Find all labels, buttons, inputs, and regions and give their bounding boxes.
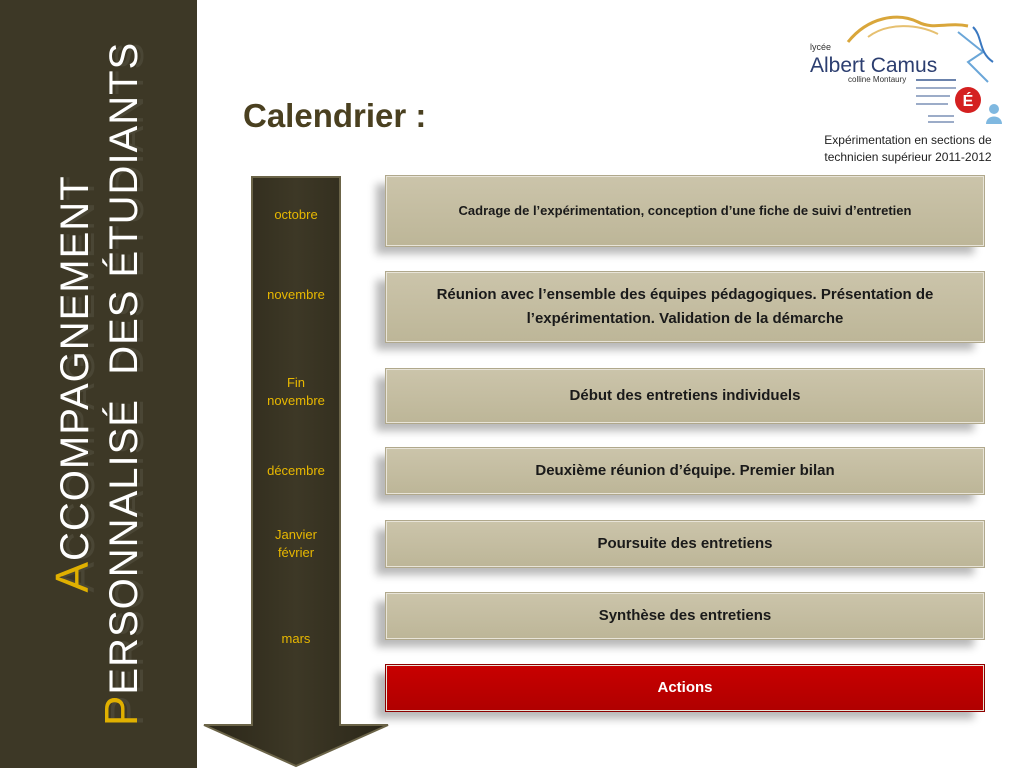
month-label: décembre xyxy=(267,463,325,478)
actions-box: Actions xyxy=(386,665,984,711)
month-label: Janvier février xyxy=(275,527,317,560)
title-rest-2: ERSONNALISÉ DES ÉTUDIANTS xyxy=(102,41,146,695)
vertical-title-line-1 xyxy=(46,34,98,734)
subtitle-line-2: technicien supérieur 2011-2012 xyxy=(824,150,992,164)
month-label: Fin novembre xyxy=(267,375,325,408)
logo-small-text: lycée xyxy=(810,42,832,52)
side-band xyxy=(0,0,197,768)
title-initial-p: P xyxy=(95,694,147,727)
vertical-title-line-2 xyxy=(95,34,147,734)
event-box: Deuxième réunion d’équipe. Premier bilan xyxy=(386,448,984,494)
logo-name-text: Albert Camus xyxy=(810,54,938,77)
month-label: mars xyxy=(281,631,311,646)
vertical-title xyxy=(46,34,147,734)
subtitle-line-1: Expérimentation en sections de xyxy=(824,133,992,147)
title-rest-1: CCOMPAGNEMENT xyxy=(53,175,97,561)
school-logo xyxy=(808,12,1004,130)
month-label: octobre xyxy=(274,207,318,222)
page-title: Calendrier : xyxy=(243,97,427,134)
event-box: Réunion avec l’ensemble des équipes pédagogiques. Présentation de l’expérimentation. Validation de la démarche xyxy=(386,272,984,342)
logo-badge-text: É xyxy=(962,93,974,110)
month-label: novembre xyxy=(267,287,325,302)
subtitle xyxy=(800,132,1016,166)
logo-place-text: colline Montaury xyxy=(848,75,907,84)
event-box: Synthèse des entretiens xyxy=(386,593,984,639)
event-box: Cadrage de l’expérimentation, conception d’une fiche de suivi d’entretien xyxy=(386,176,984,246)
title-initial-a: A xyxy=(46,560,98,593)
event-box: Début des entretiens individuels xyxy=(386,369,984,423)
event-box: Poursuite des entretiens xyxy=(386,521,984,567)
